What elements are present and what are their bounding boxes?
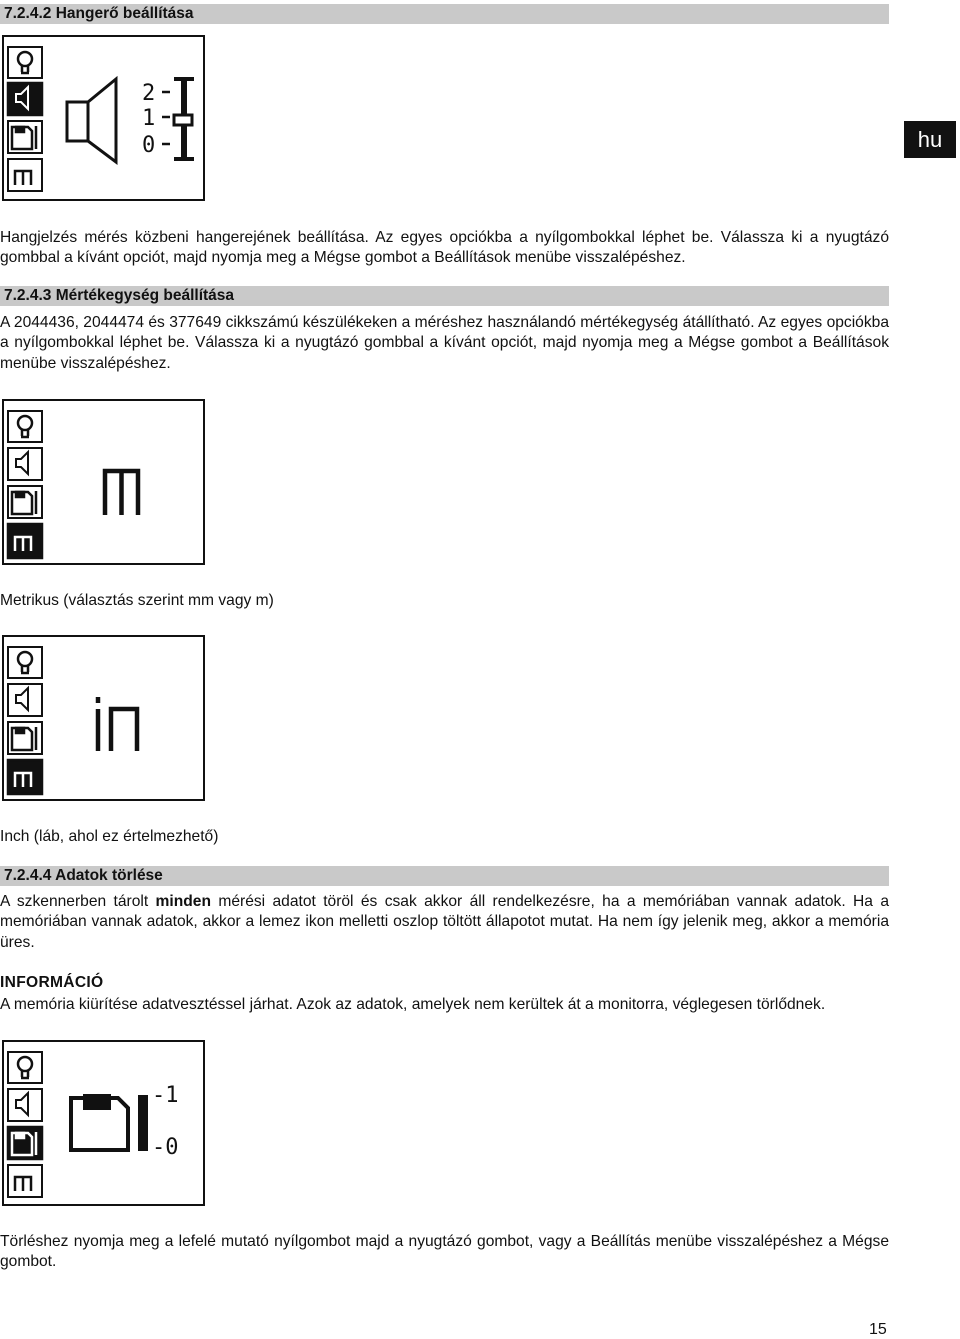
units-description: A 2044436, 2044474 és 377649 cikkszámú készülékeken a méréshez használandó mértékegység átállítható. Az egyes opciókba a nyílgombokkal léphet be. Válassza ki a nyugtázó gombbal a kívánt opciót, majd nyomja meg a Mégse gombot a Beállítások menübe visszalépéshez. — [0, 314, 889, 372]
delete-description: A szkennerben tárolt minden mérési adatot töröl és csak akkor áll rendelkezésre, ha a memóriában vannak adatok. Ha a memóriában vannak adatok, akkor a lemez ikon melletti oszlop töltött állapotot mutat. Ha nem így jelenik meg, akkor a memória üres. — [0, 893, 889, 951]
section-heading-units: 7.2.4.3 Mértékegység beállítása — [0, 286, 889, 306]
lightbulb-icon — [8, 647, 42, 678]
inch-in-glyph — [98, 697, 137, 751]
speaker-icon — [8, 83, 42, 115]
speaker-icon — [8, 684, 42, 716]
speaker-graphic — [67, 79, 116, 162]
floppy-disk-icon — [8, 1127, 42, 1159]
metric-caption: Metrikus (választás szerint mm vagy m) — [0, 592, 274, 609]
lightbulb-icon — [8, 47, 42, 78]
page-number: 15 — [869, 1321, 887, 1338]
floppy-disk-graphic — [71, 1096, 128, 1150]
info-text: A memória kiürítése adatvesztéssel járhat. Azok az adatok, amelyek nem kerültek át a monitorra, véglegesen törlődnek. — [0, 996, 826, 1013]
emphasis-minden: minden — [155, 893, 211, 910]
volume-level-2: 2 — [142, 81, 156, 106]
volume-slider — [162, 79, 194, 159]
inch-display — [2, 635, 205, 801]
unit-m-icon — [8, 1165, 42, 1197]
volume-description: Hangjelzés mérés közbeni hangerejének beállítása. Az egyes opciókba a nyílgombokkal léphet be. Válassza ki a nyugtázó gombbal a kívánt opciót, majd nyomja meg a Mégse gombot a Beállítások menübe visszalépéshez. — [0, 229, 889, 267]
lightbulb-icon — [8, 1052, 42, 1083]
memory-level-1: -1 — [152, 1083, 179, 1108]
speaker-icon — [8, 1089, 42, 1121]
speaker-icon — [8, 448, 42, 480]
lightbulb-icon — [8, 411, 42, 442]
floppy-disk-icon — [8, 121, 42, 153]
memory-level-0: -0 — [152, 1135, 179, 1160]
language-tab: hu — [904, 121, 956, 158]
memory-fill-bar — [138, 1095, 148, 1151]
info-title: INFORMÁCIÓ — [0, 974, 104, 991]
delete-instructions: Törléshez nyomja meg a lefelé mutató nyílgombot majd a nyugtázó gombot, vagy a Beállítás menübe visszalépéshez a Mégse gombot. — [0, 1233, 889, 1271]
section-heading-delete: 7.2.4.4 Adatok törlése — [0, 866, 889, 886]
unit-m-icon — [8, 760, 42, 794]
section-heading-volume: 7.2.4.2 Hangerő beállítása — [0, 4, 889, 24]
floppy-disk-icon — [8, 722, 42, 754]
volume-display — [2, 35, 205, 201]
metric-display — [2, 399, 205, 565]
volume-level-1: 1 — [142, 106, 156, 131]
metric-m-glyph — [105, 471, 138, 515]
unit-m-icon — [8, 159, 42, 191]
floppy-disk-icon — [8, 486, 42, 518]
inch-caption: Inch (láb, ahol ez értelmezhető) — [0, 828, 219, 845]
volume-level-0: 0 — [142, 133, 156, 158]
memory-display — [2, 1040, 205, 1206]
unit-m-icon — [8, 524, 42, 558]
